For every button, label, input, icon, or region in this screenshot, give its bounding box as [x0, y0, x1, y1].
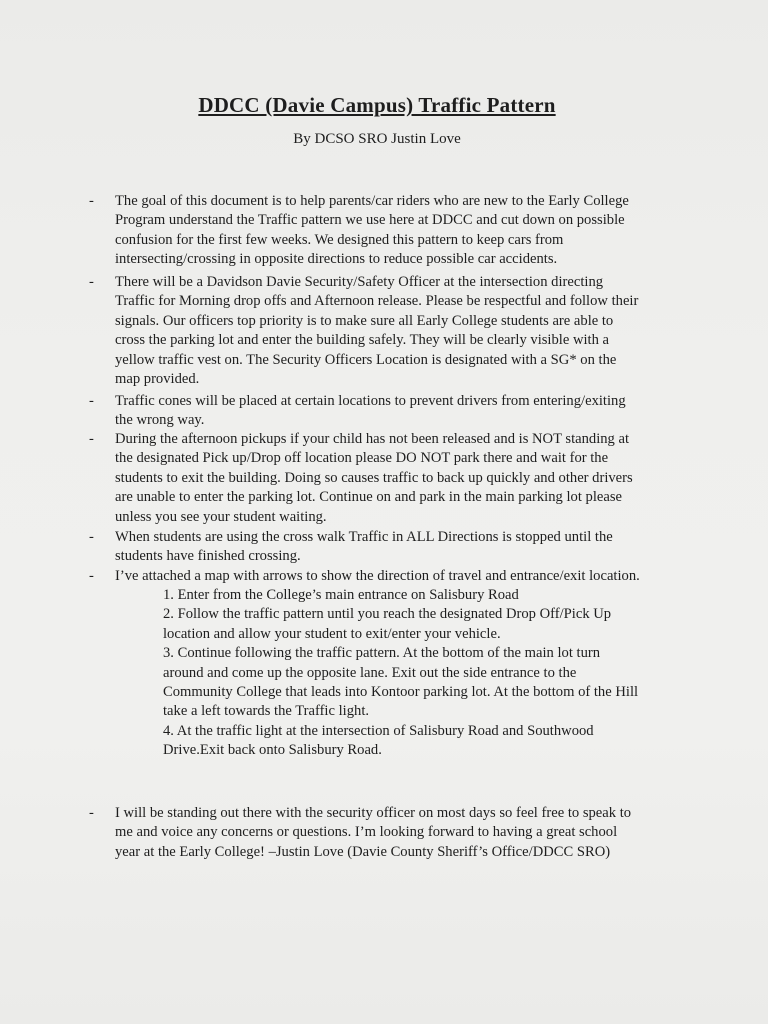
bullet-item — [89, 567, 695, 586]
text-line: the designated Pick up/Drop off location please DO NOT park there and wait for the — [115, 450, 609, 467]
author-byline: By DCSO SRO Justin Love — [293, 131, 461, 147]
text-line: 3. Continue following the traffic pattern. At the bottom of the main lot turn — [163, 645, 601, 662]
text-line: confusion for the first few weeks. We designed this pattern to keep cars from — [115, 231, 564, 248]
text-line: During the afternoon pickups if your child has not been released and is NOT standing at — [115, 431, 630, 447]
text-line: take a left towards the Traffic light. — [163, 703, 370, 720]
bullet-text — [115, 528, 695, 567]
text-line: Traffic for Morning drop offs and Afternoon release. Please be respectful and follow their — [115, 293, 639, 310]
bullet-text — [115, 804, 695, 862]
text-line: cross the parking lot and enter the building safely. They will be clearly visible with a — [115, 332, 610, 349]
bullet-item — [89, 528, 695, 567]
bullet-text — [115, 430, 695, 527]
bullet-dash: - — [89, 393, 94, 409]
text-line: the wrong way. — [115, 412, 205, 429]
text-line: yellow traffic vest on. The Security Officers Location is designated with a SG* on the — [115, 351, 617, 368]
text-line: 2. Follow the traffic pattern until you reach the designated Drop Off/Pick Up — [163, 606, 612, 623]
bullet-dash: - — [89, 193, 94, 209]
bullet-dash: - — [89, 568, 94, 584]
text-line: The goal of this document is to help parents/car riders who are new to the Early College — [115, 193, 629, 209]
text-line: students have finished crossing. — [115, 548, 301, 565]
bullet-item — [89, 192, 695, 270]
bullet-item — [89, 430, 695, 527]
text-line: Community College that leads into Kontoor parking lot. At the bottom of the Hill — [163, 684, 639, 701]
step-item — [163, 644, 638, 722]
bullet-text — [115, 273, 695, 389]
text-line: I’ve attached a map with arrows to show the direction of travel and entrance/exit location. — [115, 568, 640, 584]
text-line: signals. Our officers top priority is to make sure all Early College students are able to — [115, 312, 614, 329]
text-line: Program understand the Traffic pattern we use here at DDCC and cut down on possible — [115, 212, 625, 229]
step-item — [163, 722, 638, 761]
bullet-dash: - — [89, 431, 94, 447]
step-item — [163, 605, 638, 644]
step-item — [163, 586, 638, 605]
text-line: Drive.Exit back onto Salisbury Road. — [163, 742, 382, 759]
text-line: around and come up the opposite lane. Exit out the side entrance to the — [163, 664, 577, 681]
text-line: are unable to enter the parking lot. Continue on and park in the main parking lot please — [115, 489, 622, 506]
text-line: unless you see your student waiting. — [115, 508, 327, 525]
numbered-steps — [163, 586, 638, 761]
text-line: I will be standing out there with the security officer on most days so feel free to speak to — [115, 805, 632, 821]
text-line: map provided. — [115, 371, 200, 388]
bullet-text — [115, 192, 695, 270]
bullet-dash: - — [89, 805, 94, 821]
text-line: intersecting/crossing in opposite directions to reduce possible car accidents. — [115, 251, 558, 268]
bullet-dash: - — [89, 274, 94, 290]
bullet-text — [115, 392, 695, 431]
text-line: location and allow your student to exit/enter your vehicle. — [163, 625, 501, 642]
text-line: There will be a Davidson Davie Security/Safety Officer at the intersection directing — [115, 274, 604, 290]
bullet-item — [89, 392, 695, 431]
bullet-dash: - — [89, 529, 94, 545]
bullet-text — [115, 567, 695, 586]
text-line: me and voice any concerns or questions. I’m looking forward to having a great school — [115, 824, 618, 841]
bullet-item — [89, 804, 695, 862]
text-line: When students are using the cross walk Traffic in ALL Directions is stopped until the — [115, 529, 613, 545]
document-title: DDCC (Davie Campus) Traffic Pattern — [198, 93, 556, 117]
text-line: students to exit the building. Doing so causes traffic to back up quickly and other drivers — [115, 469, 633, 486]
text-line: 1. Enter from the College’s main entrance on Salisbury Road — [163, 587, 519, 603]
text-line: year at the Early College! –Justin Love (Davie County Sheriff’s Office/DDCC SRO) — [115, 843, 611, 860]
text-line: 4. At the traffic light at the intersection of Salisbury Road and Southwood — [163, 722, 594, 739]
bullet-item — [89, 273, 695, 389]
text-line: Traffic cones will be placed at certain locations to prevent drivers from entering/exiting — [115, 393, 626, 409]
